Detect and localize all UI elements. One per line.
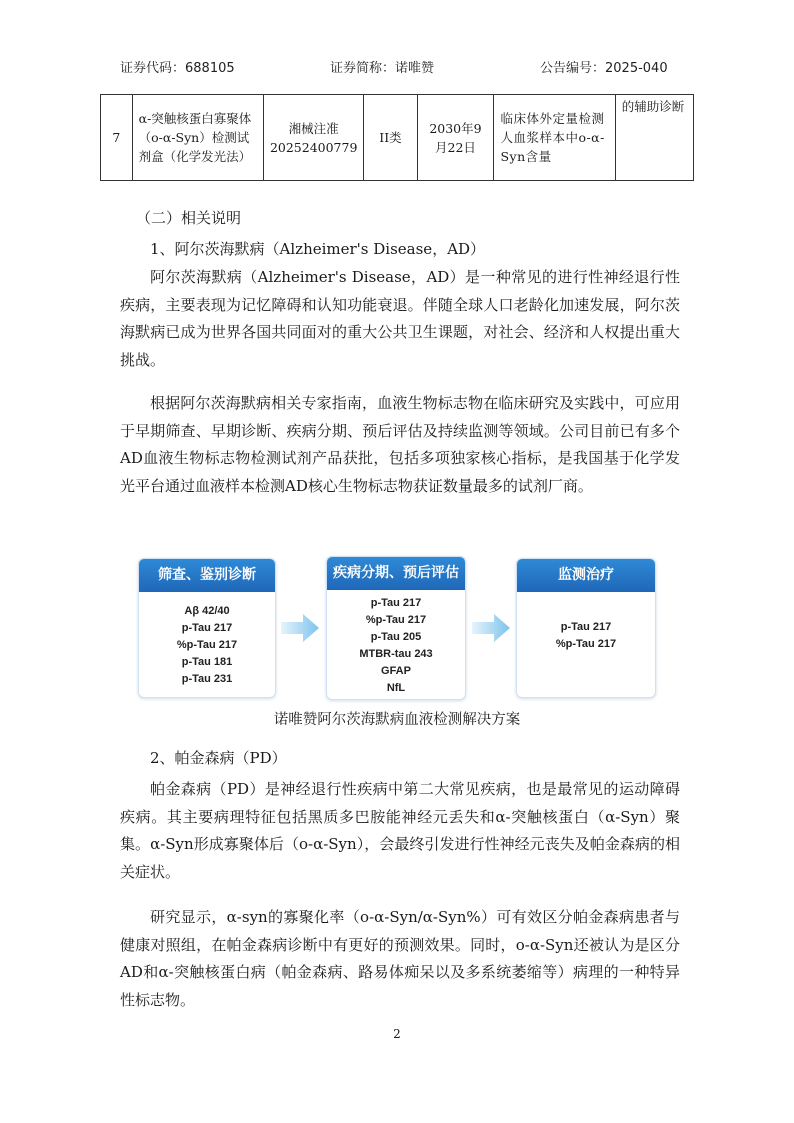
device-class: II类 [364,95,417,181]
stock-code: 证券代码：688105 [120,61,235,76]
row-index: 7 [101,95,133,181]
monitoring-box [516,558,656,698]
marker-item: p-Tau 181 [181,656,233,668]
page-number: 2 [393,1027,401,1041]
marker-item: p-Tau 217 [370,597,422,609]
right-arrow-icon [281,614,319,642]
table-row [101,95,694,181]
pd-paragraph-2: 研究显示，α-syn的寡聚化率（o-α-Syn/α-Syn%）可有效区分帕金森病患者与健康对照组，在帕金森病诊断中有更好的预测效果。同时，o-α-Syn还被认为是区分AD和α-突触核蛋白病（帕金森病、路易体痴呆以及多系统萎缩等）病理的一种特异性标志物。 [120,908,680,1009]
product-name: α-突触核蛋白寡聚体（o-α-Syn）检测试剂盒（化学发光法） [132,95,263,181]
marker-item: GFAP [381,665,411,677]
notice-number: 公告编号：2025-040 [540,61,668,76]
right-arrow-icon [472,614,510,642]
marker-item: Aβ 42/40 [184,605,230,617]
ad-paragraph-1: 阿尔茨海默病（Alzheimer's Disease，AD）是一种常见的进行性神经退行性疾病，主要表现为记忆障碍和认知功能衰退。伴随全球人口老龄化加速发展，阿尔茨海默病已成为世界各国共同面对的重大公共卫生课题，对社会、经济和人权提出重大挑战。 [120,268,680,369]
ad-heading: 1、阿尔茨海默病（Alzheimer's Disease，AD） [150,240,486,258]
marker-item: p-Tau 205 [370,631,422,643]
monitoring-box-title: 监测治疗 [517,559,655,592]
page-header [0,57,794,77]
screening-box [138,558,276,698]
marker-item: MTBR-tau 243 [359,648,433,660]
figure-caption: 诺唯赞阿尔茨海默病血液检测解决方案 [273,712,521,728]
marker-item: NfL [386,682,406,694]
registration-number: 湘械注准20252400779 [263,95,363,181]
screening-box-title: 筛查、鉴别诊断 [139,559,275,592]
note: 的辅助诊断 [615,95,693,181]
product-table [100,94,694,181]
valid-until: 2030年9月22日 [417,95,494,181]
marker-item: %p-Tau 217 [176,639,238,651]
marker-item: p-Tau 231 [181,673,233,685]
stock-short-name: 证券简称：诺唯赞 [330,61,435,76]
section-title: （二）相关说明 [136,209,242,227]
marker-item: %p-Tau 217 [555,638,617,650]
ad-solution-figure [138,556,658,700]
staging-box-title: 疾病分期、预后评估 [327,557,465,590]
marker-item: p-Tau 217 [181,622,233,634]
screening-marker-list [139,603,275,688]
marker-item: %p-Tau 217 [365,614,427,626]
monitoring-marker-list [517,619,655,653]
staging-box [326,556,466,700]
pd-paragraph-1: 帕金森病（PD）是神经退行性疾病中第二大常见疾病，也是最常见的运动障碍疾病。其主要病理特征包括黑质多巴胺能神经元丢失和α-突触核蛋白（α-Syn）聚集。α-Syn形成寡聚体后（o-α-Syn），会最终引发进行性神经元丧失及帕金森病的相关症状。 [120,780,680,881]
staging-marker-list [327,595,465,697]
intended-use: 临床体外定量检测人血浆样本中o-α-Syn含量 [494,95,615,181]
ad-paragraph-2: 根据阿尔茨海默病相关专家指南，血液生物标志物在临床研究及实践中，可应用于早期筛查、早期诊断、疾病分期、预后评估及持续监测等领域。公司目前已有多个AD血液生物标志物检测试剂产品获批，包括多项独家核心指标，是我国基于化学发光平台通过血液样本检测AD核心生物标志物获证数量最多的试剂厂商。 [120,394,680,495]
pd-heading: 2、帕金森病（PD） [150,749,287,767]
marker-item: p-Tau 217 [560,621,612,633]
